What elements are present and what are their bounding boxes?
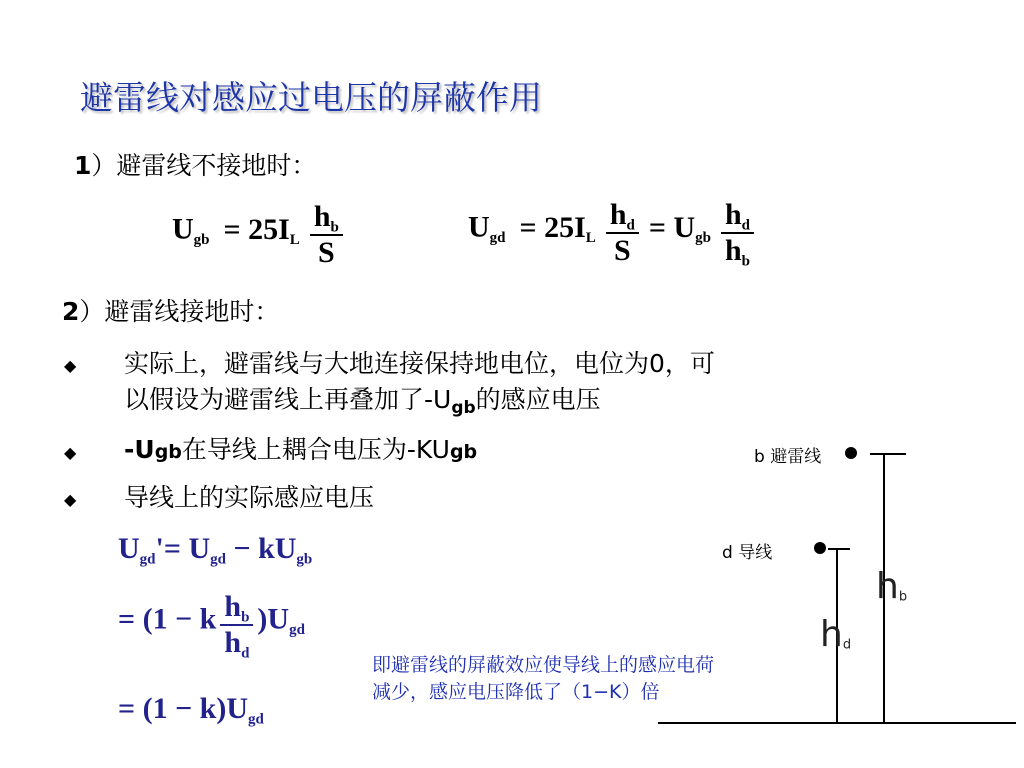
hb-label: $h_b$: [876, 566, 908, 607]
equation-ugb: $U_{gb} = 25I_L$ $\frac{h_b}{S}$: [172, 200, 343, 270]
section-1-heading: [74, 146, 316, 182]
equation-ugd-prime: $U_{gd}'= U_{gd} - kU_{gb}$: [118, 532, 313, 568]
section-2-text: ）避雷线接地时：: [79, 297, 280, 326]
section-2-number: 2: [62, 297, 80, 326]
equation-final: = $(1 - k)U_{gd}$: [118, 692, 264, 728]
ground-line: [658, 722, 1016, 724]
hd-label: $h_d$: [820, 614, 852, 655]
section-2-heading: [62, 292, 279, 328]
b-wire-label: b 避雷线: [754, 447, 822, 467]
conductor-tick: [828, 548, 850, 550]
equation-fraction-form: = (1 − k $\frac{h_b}{h_d}$ )$U_{gd}$: [118, 590, 305, 662]
section-1-text: ）避雷线不接地时：: [91, 151, 317, 180]
fraction-hb-over-s: $\frac{h_b}{S}$: [310, 200, 343, 270]
diamond-bullet-icon: ◆: [64, 356, 77, 375]
diamond-bullet-icon: ◆: [64, 490, 77, 509]
diamond-bullet-icon: ◆: [64, 443, 77, 462]
bullet-1-line-1: 实际上，避雷线与大地连接保持地电位，电位为0，可: [124, 349, 715, 378]
shielding-note: 即避雷线的屏蔽效应使导线上的感应电荷减少，感应电压降低了（1−K）倍: [372, 654, 715, 703]
section-1-number: 1: [74, 151, 92, 180]
shield-wire-tick: [870, 453, 906, 455]
conductor-dot-icon: [814, 542, 826, 554]
fraction-hd-over-hb: $\frac{h_d}{h_b}$: [721, 198, 754, 268]
fraction-hb-over-hd: $\frac{h_b}{h_d}$: [220, 590, 253, 660]
bullet-3: 导线上的实际感应电压: [124, 483, 375, 512]
equation-ugd: $U_{gd} = 25I_L$ $\frac{h_d}{S}$ = $U_{gb}$ $\frac{h_d}{h_b}$: [468, 198, 754, 268]
bullet-1-line-2: 以假设为避雷线上再叠加了$-U_{gb}$的感应电压: [124, 385, 601, 419]
d-wire-label: d 导线: [722, 543, 773, 563]
page-title: 避雷线对感应过电压的屏蔽作用: [80, 78, 542, 117]
shield-wire-dot-icon: [845, 447, 857, 459]
bullet-2: -Ugb在导线上耦合电压为-KUgb: [124, 435, 478, 464]
fraction-hd-over-s: $\frac{h_d}{S}$: [606, 198, 639, 268]
